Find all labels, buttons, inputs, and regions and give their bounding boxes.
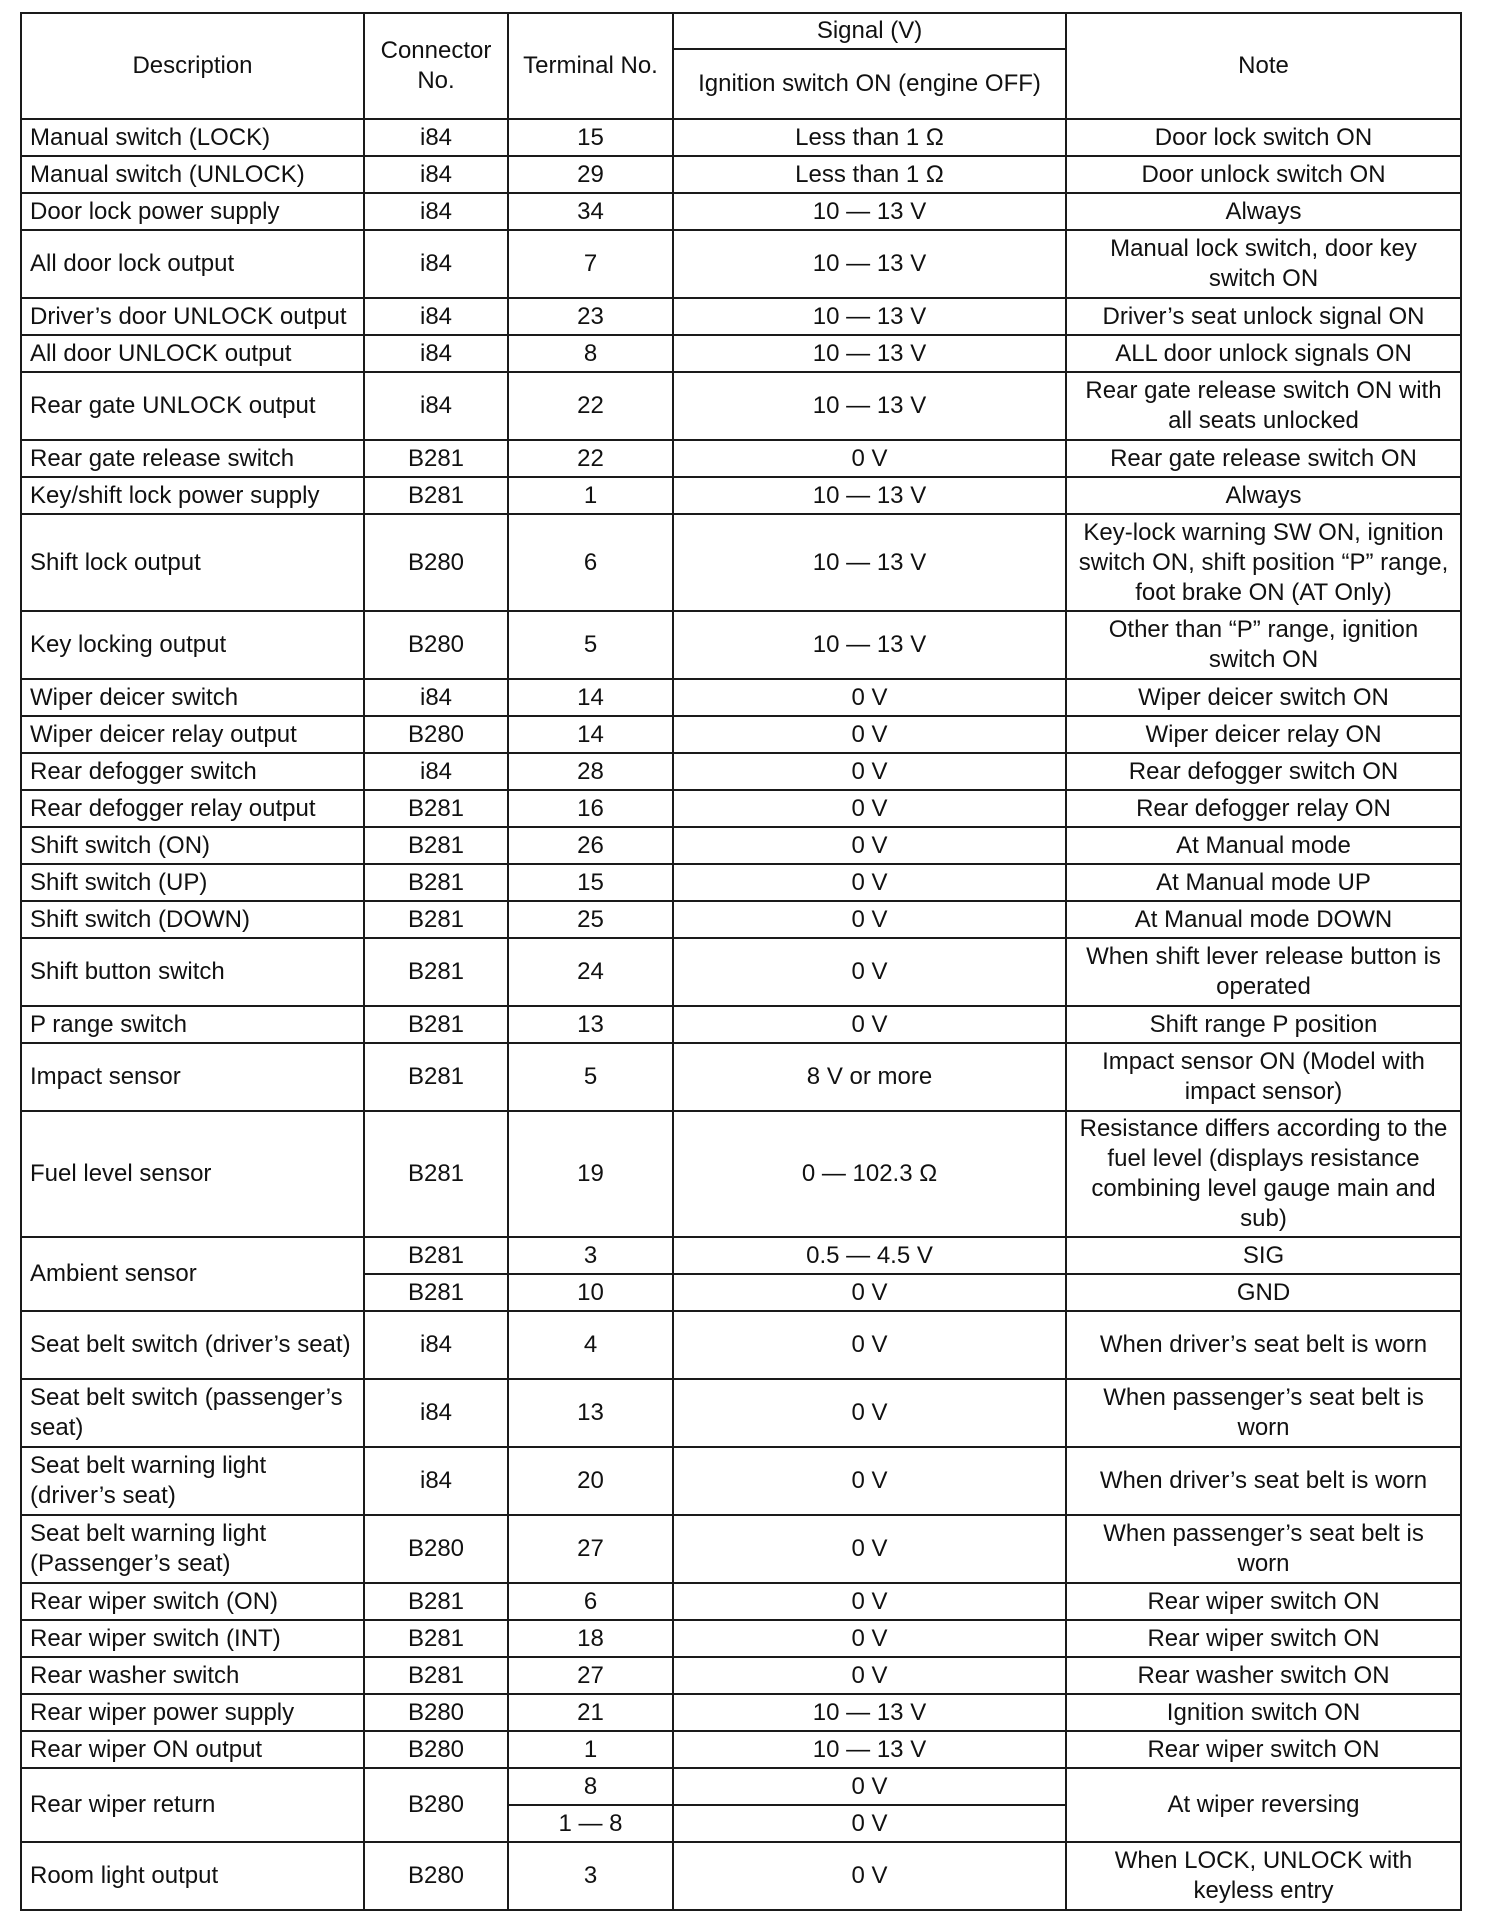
signal-cell: 10 — 13 V: [673, 230, 1066, 298]
terminal-signal-table: [20, 12, 1462, 1911]
table-row: [21, 156, 1461, 193]
note-cell: Rear defogger switch ON: [1066, 753, 1461, 790]
table-row: [21, 335, 1461, 372]
note-cell: Rear defogger relay ON: [1066, 790, 1461, 827]
signal-cell: 10 — 13 V: [673, 1731, 1066, 1768]
note-cell: At Manual mode DOWN: [1066, 901, 1461, 938]
terminal-cell: 26: [508, 827, 673, 864]
terminal-cell: 28: [508, 753, 673, 790]
note-cell: Manual lock switch, door key switch ON: [1066, 230, 1461, 298]
terminal-cell: 16: [508, 790, 673, 827]
description-cell: Key locking output: [21, 611, 364, 679]
note-cell: Rear washer switch ON: [1066, 1657, 1461, 1694]
connector-cell: i84: [364, 298, 508, 335]
table-row: [21, 790, 1461, 827]
signal-cell: 0 V: [673, 1583, 1066, 1620]
table-row: [21, 193, 1461, 230]
note-cell: When LOCK, UNLOCK with keyless entry: [1066, 1842, 1461, 1910]
terminal-cell: 5: [508, 1043, 673, 1111]
terminal-cell: 34: [508, 193, 673, 230]
connector-cell: i84: [364, 119, 508, 156]
terminal-cell: 19: [508, 1111, 673, 1237]
table-row: [21, 864, 1461, 901]
description-cell: Shift switch (ON): [21, 827, 364, 864]
signal-cell: 0 V: [673, 827, 1066, 864]
terminal-cell: 3: [508, 1842, 673, 1910]
signal-cell: 0 V: [673, 1379, 1066, 1447]
note-cell: Driver’s seat unlock signal ON: [1066, 298, 1461, 335]
note-cell: Wiper deicer relay ON: [1066, 716, 1461, 753]
note-cell: At Manual mode UP: [1066, 864, 1461, 901]
signal-cell: 0 V: [673, 716, 1066, 753]
description-cell: Key/shift lock power supply: [21, 477, 364, 514]
terminal-cell: 6: [508, 1583, 673, 1620]
note-cell: When passenger’s seat belt is worn: [1066, 1379, 1461, 1447]
signal-cell: 8 V or more: [673, 1043, 1066, 1111]
signal-cell: 0 V: [673, 790, 1066, 827]
note-cell: Door lock switch ON: [1066, 119, 1461, 156]
connector-cell: B280: [364, 514, 508, 611]
table-row: [21, 440, 1461, 477]
table-row: [21, 938, 1461, 1006]
signal-cell: 0 V: [673, 1447, 1066, 1515]
signal-cell: 0 V: [673, 1274, 1066, 1311]
description-cell: Room light output: [21, 1842, 364, 1910]
terminal-cell: 14: [508, 716, 673, 753]
description-cell: Shift switch (UP): [21, 864, 364, 901]
terminal-cell: 8: [508, 335, 673, 372]
signal-cell: Less than 1 Ω: [673, 119, 1066, 156]
connector-cell: B280: [364, 1731, 508, 1768]
note-cell: Rear wiper switch ON: [1066, 1583, 1461, 1620]
signal-cell: 10 — 13 V: [673, 298, 1066, 335]
signal-cell: 10 — 13 V: [673, 477, 1066, 514]
note-cell: Always: [1066, 193, 1461, 230]
table-row: [21, 1237, 1461, 1274]
connector-cell: B281: [364, 864, 508, 901]
note-cell: Always: [1066, 477, 1461, 514]
description-cell: Rear wiper switch (INT): [21, 1620, 364, 1657]
signal-cell: 0 V: [673, 1311, 1066, 1379]
signal-cell: 10 — 13 V: [673, 193, 1066, 230]
terminal-cell: 13: [508, 1379, 673, 1447]
header-description: Description: [21, 13, 364, 119]
table-row: [21, 1620, 1461, 1657]
table-row: [21, 372, 1461, 440]
signal-cell: 0 V: [673, 901, 1066, 938]
note-cell: Rear wiper switch ON: [1066, 1620, 1461, 1657]
description-cell: Rear wiper ON output: [21, 1731, 364, 1768]
description-cell: Impact sensor: [21, 1043, 364, 1111]
connector-cell: i84: [364, 193, 508, 230]
description-cell: Rear defogger relay output: [21, 790, 364, 827]
table-row: [21, 1583, 1461, 1620]
note-cell: When passenger’s seat belt is worn: [1066, 1515, 1461, 1583]
description-cell: Seat belt warning light (driver’s seat): [21, 1447, 364, 1515]
table-row: [21, 753, 1461, 790]
signal-cell: 0 V: [673, 1768, 1066, 1805]
table-row: [21, 230, 1461, 298]
terminal-cell: 8: [508, 1768, 673, 1805]
terminal-cell: 1 — 8: [508, 1805, 673, 1842]
signal-cell: 0 V: [673, 1515, 1066, 1583]
connector-cell: B281: [364, 1274, 508, 1311]
table-row: [21, 716, 1461, 753]
signal-cell: 0 V: [673, 1842, 1066, 1910]
header-terminal-no: Terminal No.: [508, 13, 673, 119]
signal-cell: 10 — 13 V: [673, 1694, 1066, 1731]
connector-cell: i84: [364, 753, 508, 790]
connector-cell: i84: [364, 1447, 508, 1515]
table-row: [21, 901, 1461, 938]
note-cell: SIG: [1066, 1237, 1461, 1274]
description-cell: Rear washer switch: [21, 1657, 364, 1694]
description-cell: Rear gate release switch: [21, 440, 364, 477]
note-cell: When shift lever release button is operated: [1066, 938, 1461, 1006]
table-row: [21, 1006, 1461, 1043]
table-row: [21, 1379, 1461, 1447]
note-cell: Rear wiper switch ON: [1066, 1731, 1461, 1768]
description-cell: All door UNLOCK output: [21, 335, 364, 372]
signal-cell: 0 V: [673, 1657, 1066, 1694]
table-row: [21, 298, 1461, 335]
terminal-cell: 22: [508, 440, 673, 477]
table-row: [21, 1447, 1461, 1515]
signal-cell: 0 — 102.3 Ω: [673, 1111, 1066, 1237]
connector-cell: i84: [364, 156, 508, 193]
connector-cell: B280: [364, 1768, 508, 1842]
note-cell: Door unlock switch ON: [1066, 156, 1461, 193]
terminal-cell: 18: [508, 1620, 673, 1657]
note-cell: Resistance differs according to the fuel level (displays resistance combining level gauge main and sub): [1066, 1111, 1461, 1237]
terminal-cell: 6: [508, 514, 673, 611]
signal-cell: 0 V: [673, 938, 1066, 1006]
note-cell: At wiper reversing: [1066, 1768, 1461, 1842]
description-cell: Seat belt warning light (Passenger’s seat): [21, 1515, 364, 1583]
header-note: Note: [1066, 13, 1461, 119]
note-cell: Shift range P position: [1066, 1006, 1461, 1043]
description-cell: Shift button switch: [21, 938, 364, 1006]
description-cell: Rear defogger switch: [21, 753, 364, 790]
signal-cell: 0 V: [673, 1006, 1066, 1043]
description-cell: Wiper deicer relay output: [21, 716, 364, 753]
table-row: [21, 1311, 1461, 1379]
terminal-cell: 27: [508, 1657, 673, 1694]
connector-cell: B281: [364, 1237, 508, 1274]
header-signal: Signal (V): [673, 13, 1066, 49]
description-cell: Manual switch (LOCK): [21, 119, 364, 156]
table-row: [21, 1657, 1461, 1694]
signal-cell: 0 V: [673, 1620, 1066, 1657]
note-cell: At Manual mode: [1066, 827, 1461, 864]
connector-cell: B281: [364, 1620, 508, 1657]
description-cell: Seat belt switch (passenger’s seat): [21, 1379, 364, 1447]
connector-cell: B280: [364, 1842, 508, 1910]
table-row: [21, 679, 1461, 716]
table-row: [21, 1768, 1461, 1805]
terminal-cell: 23: [508, 298, 673, 335]
note-cell: Rear gate release switch ON: [1066, 440, 1461, 477]
table-row: [21, 611, 1461, 679]
terminal-cell: 25: [508, 901, 673, 938]
description-cell: Rear wiper switch (ON): [21, 1583, 364, 1620]
table-row: [21, 1043, 1461, 1111]
terminal-cell: 10: [508, 1274, 673, 1311]
terminal-cell: 29: [508, 156, 673, 193]
description-cell: Rear wiper power supply: [21, 1694, 364, 1731]
terminal-cell: 1: [508, 1731, 673, 1768]
connector-cell: B280: [364, 1515, 508, 1583]
note-cell: When driver’s seat belt is worn: [1066, 1311, 1461, 1379]
connector-cell: B281: [364, 1043, 508, 1111]
table-row: [21, 119, 1461, 156]
terminal-cell: 14: [508, 679, 673, 716]
table-row: [21, 477, 1461, 514]
signal-cell: 0 V: [673, 440, 1066, 477]
connector-cell: i84: [364, 679, 508, 716]
connector-cell: B281: [364, 440, 508, 477]
signal-cell: 0 V: [673, 679, 1066, 716]
description-cell: Manual switch (UNLOCK): [21, 156, 364, 193]
connector-cell: B281: [364, 938, 508, 1006]
description-cell: Fuel level sensor: [21, 1111, 364, 1237]
note-cell: When driver’s seat belt is worn: [1066, 1447, 1461, 1515]
connector-cell: B281: [364, 1583, 508, 1620]
terminal-cell: 1: [508, 477, 673, 514]
table-row: [21, 1842, 1461, 1910]
description-cell: Shift lock output: [21, 514, 364, 611]
note-cell: Wiper deicer switch ON: [1066, 679, 1461, 716]
terminal-cell: 15: [508, 119, 673, 156]
signal-cell: 0 V: [673, 864, 1066, 901]
description-cell: Ambient sensor: [21, 1237, 364, 1311]
signal-cell: 10 — 13 V: [673, 372, 1066, 440]
header-connector-no: Connector No.: [364, 13, 508, 119]
signal-cell: 0.5 — 4.5 V: [673, 1237, 1066, 1274]
terminal-cell: 24: [508, 938, 673, 1006]
table-row: [21, 1515, 1461, 1583]
terminal-cell: 22: [508, 372, 673, 440]
description-cell: P range switch: [21, 1006, 364, 1043]
connector-cell: B281: [364, 1006, 508, 1043]
terminal-cell: 21: [508, 1694, 673, 1731]
note-cell: Ignition switch ON: [1066, 1694, 1461, 1731]
connector-cell: i84: [364, 1379, 508, 1447]
description-cell: Shift switch (DOWN): [21, 901, 364, 938]
note-cell: Key-lock warning SW ON, ignition switch ON, shift position “P” range, foot brake ON (AT Only): [1066, 514, 1461, 611]
terminal-cell: 3: [508, 1237, 673, 1274]
table-row: [21, 827, 1461, 864]
connector-cell: B281: [364, 477, 508, 514]
terminal-cell: 27: [508, 1515, 673, 1583]
connector-cell: B281: [364, 790, 508, 827]
signal-cell: 10 — 13 V: [673, 611, 1066, 679]
signal-cell: 0 V: [673, 1805, 1066, 1842]
terminal-cell: 5: [508, 611, 673, 679]
signal-cell: 10 — 13 V: [673, 335, 1066, 372]
note-cell: Rear gate release switch ON with all seats unlocked: [1066, 372, 1461, 440]
description-cell: Wiper deicer switch: [21, 679, 364, 716]
description-cell: Driver’s door UNLOCK output: [21, 298, 364, 335]
connector-cell: i84: [364, 230, 508, 298]
connector-cell: B281: [364, 1657, 508, 1694]
connector-cell: i84: [364, 1311, 508, 1379]
header-signal-condition: Ignition switch ON (engine OFF): [673, 49, 1066, 119]
note-cell: Impact sensor ON (Model with impact sensor): [1066, 1043, 1461, 1111]
connector-cell: i84: [364, 335, 508, 372]
description-cell: Seat belt switch (driver’s seat): [21, 1311, 364, 1379]
signal-cell: Less than 1 Ω: [673, 156, 1066, 193]
connector-cell: B281: [364, 901, 508, 938]
connector-cell: B281: [364, 827, 508, 864]
table-row: [21, 514, 1461, 611]
terminal-cell: 15: [508, 864, 673, 901]
terminal-cell: 13: [508, 1006, 673, 1043]
note-cell: ALL door unlock signals ON: [1066, 335, 1461, 372]
table-row: [21, 1731, 1461, 1768]
terminal-cell: 20: [508, 1447, 673, 1515]
note-cell: Other than “P” range, ignition switch ON: [1066, 611, 1461, 679]
table-row: [21, 1111, 1461, 1237]
description-cell: Door lock power supply: [21, 193, 364, 230]
description-cell: Rear gate UNLOCK output: [21, 372, 364, 440]
connector-cell: B281: [364, 1111, 508, 1237]
description-cell: All door lock output: [21, 230, 364, 298]
connector-cell: B280: [364, 716, 508, 753]
table-row: [21, 1694, 1461, 1731]
terminal-cell: 4: [508, 1311, 673, 1379]
signal-cell: 10 — 13 V: [673, 514, 1066, 611]
connector-cell: B280: [364, 611, 508, 679]
description-cell: Rear wiper return: [21, 1768, 364, 1842]
terminal-cell: 7: [508, 230, 673, 298]
signal-cell: 0 V: [673, 753, 1066, 790]
note-cell: GND: [1066, 1274, 1461, 1311]
connector-cell: B280: [364, 1694, 508, 1731]
connector-cell: i84: [364, 372, 508, 440]
